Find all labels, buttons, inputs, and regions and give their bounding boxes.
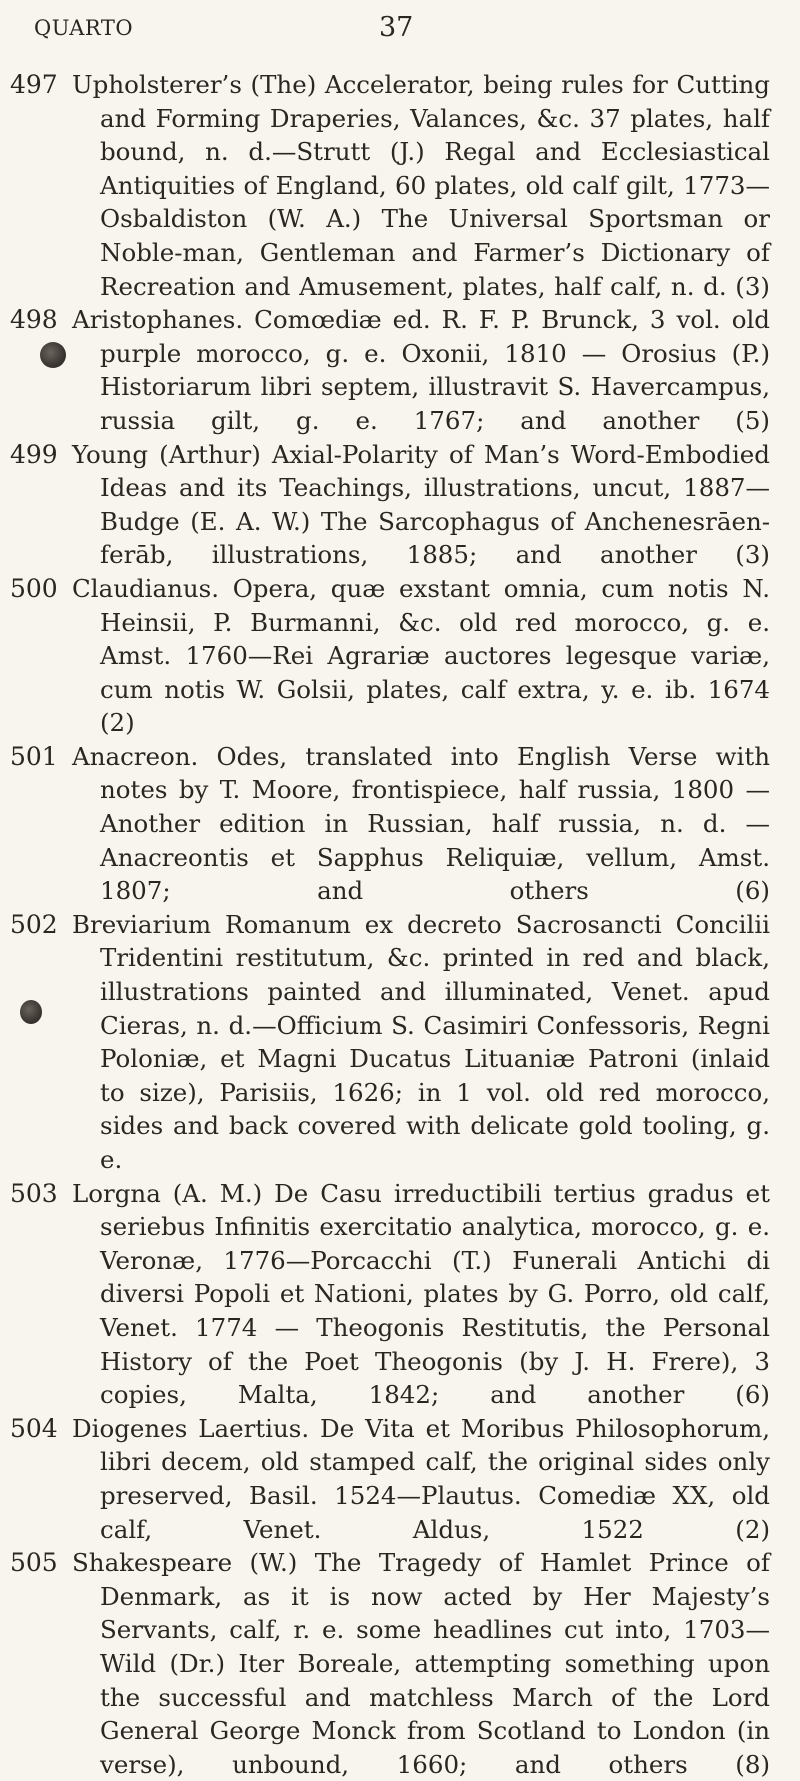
lot-entry (10, 1546, 770, 1781)
page-number: 37 (379, 12, 414, 43)
lot-description: Anacreon. Odes, translated into English Verse with notes by T. Moore, frontispiece, half russia, 1800 — Another edition in Russian, half russia, n. d. — Anacreontis et Sapphus Reliquiæ, vellum, Amst. 1807; and others (6) (72, 741, 770, 906)
lot-entry (10, 438, 770, 572)
lot-number: 500 (10, 573, 58, 603)
lot-number: 503 (10, 1178, 58, 1208)
lot-number: 504 (10, 1413, 58, 1443)
lot-description: Young (Arthur) Axial-Polarity of Man’s Word-Embodied Ideas and its Teachings, illustrations, uncut, 1887—Budge (E. A. W.) The Sarcophagus of Anchenesrāen-ferāb, illustrations, 1885; and another (3) (72, 439, 770, 570)
lot-entry (10, 1412, 770, 1546)
lot-number: 501 (10, 741, 58, 771)
lot-entry (10, 303, 770, 437)
lot-description: Upholsterer’s (The) Accelerator, being rules for Cutting and Forming Draperies, Valances, &c. 37 plates, half bound, n. d.—Strutt (J.) Regal and Ecclesiastical Antiquities of England, 60 plates, old calf gilt, 1773—Osbaldiston (W. A.) The Universal Sportsman or Noble-man, Gentleman and Farmer’s Dictionary of Recreation and Amusement, plates, half calf, n. d. (3) (72, 70, 770, 301)
lot-description: Breviarium Romanum ex decreto Sacrosancti Concilii Tridentini restitutum, &c. printed in red and black, illustrations painted and illuminated, Venet. apud Cieras, n. d.—Officium S. Casimiri Confessoris, Regni Poloniæ, et Magni Ducatus Lituaniæ Patroni (inlaid to size), Parisiis, 1626; in 1 vol. old red morocco, sides and back covered with delicate gold tooling, g. e. (72, 909, 770, 1174)
lot-number: 505 (10, 1548, 58, 1578)
lot-description: Shakespeare (W.) The Tragedy of Hamlet Prince of Denmark, as it is now acted by Her Majesty’s Servants, calf, r. e. some headlines cut into, 1703—Wild (Dr.) Iter Boreale, attempting something upon the successful and matchless March of the Lord General George Monck from Scotland to London (in verse), unbound, 1660; and others (8) (72, 1548, 770, 1779)
lot-number: 502 (10, 909, 58, 939)
lot-number: 497 (10, 70, 58, 99)
lot-number: 499 (10, 439, 58, 469)
lot-description: Diogenes Laertius. De Vita et Moribus Philosophorum, libri decem, old stamped calf, the original sides only preserved, Basil. 1524—Plautus. Comediæ XX, old calf, Venet. Aldus, 1522 (2) (72, 1413, 770, 1544)
lot-description: Lorgna (A. M.) De Casu irreductibili tertius gradus et seriebus Infinitis exercitatio analytica, morocco, g. e. Veronæ, 1776—Porcacchi (T.) Funerali Antichi di diversi Popoli et Nationi, plates by G. Porro, old calf, Venet. 1774 — Theogonis Restitutis, the Personal History of the Poet Theogonis (by J. H. Frere), 3 copies, Malta, 1842; and another (6) (72, 1178, 770, 1410)
lot-description: Claudianus. Opera, quæ exstant omnia, cum notis N. Heinsii, P. Burmanni, &c. old red morocco, g. e. Amst. 1760—Rei Agrariæ auctores legesque variæ, cum notis W. Golsii, plates, calf extra, y. e. ib. 1674 (2) (72, 573, 770, 738)
lot-entry (10, 908, 770, 1177)
lot-entry (10, 572, 770, 740)
page-header (34, 12, 760, 48)
lot-list (10, 68, 770, 1781)
lot-description: Aristophanes. Comœdiæ ed. R. F. P. Brunck, 3 vol. old purple morocco, g. e. Oxonii, 1810 — Orosius (P.) Historiarum libri septem, illustravit S. Havercampus, russia gilt, g. e. 1767; and another (5) (72, 305, 770, 435)
lot-entry (10, 68, 770, 303)
lot-entry (10, 1177, 770, 1412)
lot-number: 498 (10, 305, 58, 335)
running-head: QUARTO (34, 16, 134, 40)
lot-entry (10, 740, 770, 908)
